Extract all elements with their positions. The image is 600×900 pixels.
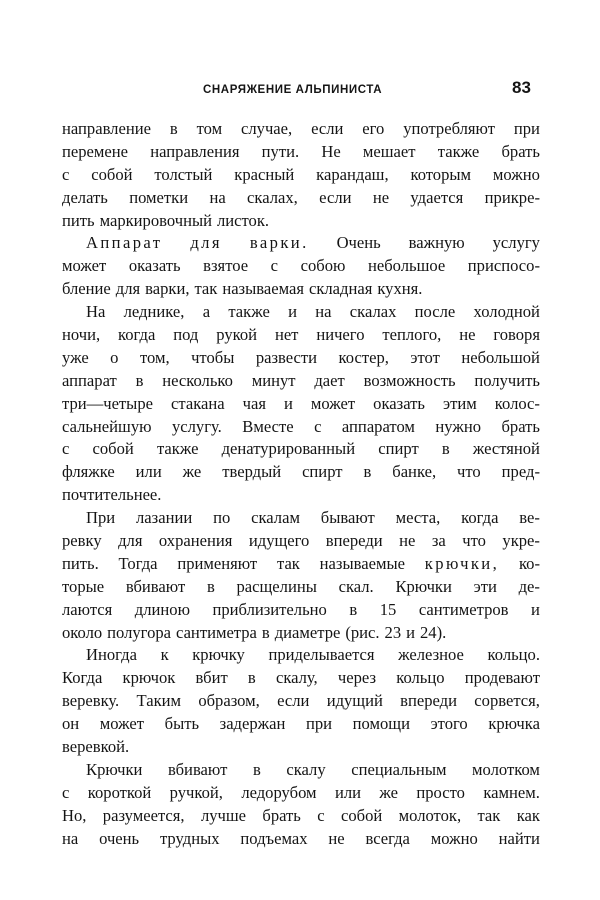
word: крючку xyxy=(192,645,245,665)
word: молоток, xyxy=(398,805,462,825)
word: собою xyxy=(300,256,346,276)
word: же xyxy=(182,462,202,482)
word: карандаш, xyxy=(316,164,389,184)
word: найти xyxy=(498,828,540,848)
word: фляжке xyxy=(62,462,115,482)
word: не xyxy=(372,187,390,207)
word: получить xyxy=(474,370,540,390)
word: так xyxy=(194,279,218,299)
word: варки, xyxy=(145,279,190,299)
word: ве- xyxy=(519,508,540,528)
word: может xyxy=(62,256,107,276)
text-line xyxy=(62,782,540,805)
word: подъемах xyxy=(240,828,308,848)
word: под xyxy=(173,325,199,345)
word: бление xyxy=(62,279,111,299)
word: чая xyxy=(242,393,266,413)
word: нужно xyxy=(435,416,481,436)
word: том, xyxy=(139,347,170,367)
word: де- xyxy=(518,576,540,596)
word: веревкой. xyxy=(62,737,130,757)
word: впереди xyxy=(400,691,457,711)
word: его xyxy=(362,119,385,138)
word: крючок xyxy=(122,668,176,688)
text-line xyxy=(62,164,540,187)
word: минут xyxy=(251,370,296,390)
word: специальным xyxy=(351,759,447,779)
text-line xyxy=(62,370,540,393)
word: за xyxy=(431,531,446,551)
emphasized-word: для xyxy=(190,233,222,253)
word: на xyxy=(209,187,226,207)
word: камнем. xyxy=(483,782,540,802)
text-line xyxy=(62,599,540,622)
word: вбивают xyxy=(168,759,228,779)
word: сантиметра xyxy=(176,622,257,642)
word: пить. xyxy=(62,553,99,573)
word: к xyxy=(160,645,169,665)
word: ревку xyxy=(62,531,102,551)
word: идущий xyxy=(326,691,383,711)
word: также xyxy=(437,141,480,161)
word: с xyxy=(270,256,279,276)
word: сорвется, xyxy=(474,691,540,711)
word: небольшое xyxy=(367,256,446,276)
word: или xyxy=(334,782,361,802)
word: этим xyxy=(442,393,477,413)
word: продевают xyxy=(464,668,540,688)
text-line xyxy=(62,232,540,255)
word: лаются xyxy=(62,599,113,619)
word: при xyxy=(305,714,333,734)
text-line xyxy=(62,736,540,759)
word: помощи xyxy=(352,714,410,734)
word: через xyxy=(337,668,377,688)
word: случае, xyxy=(241,119,293,138)
word: ледорубом xyxy=(241,782,317,802)
word: ночи, xyxy=(62,325,101,345)
text-line xyxy=(62,622,540,645)
text-line xyxy=(62,347,540,370)
word: костер, xyxy=(338,347,389,367)
word: если xyxy=(311,119,344,138)
word: дает xyxy=(314,370,345,390)
word: перемене xyxy=(62,141,129,161)
text-line xyxy=(62,690,540,713)
word: применяют xyxy=(177,553,258,573)
word: как xyxy=(516,805,540,825)
word: Не xyxy=(321,141,341,161)
word: и xyxy=(406,622,415,642)
word: с xyxy=(62,164,70,184)
word: что xyxy=(457,462,481,482)
word: (рис. xyxy=(345,622,380,642)
word: колос- xyxy=(494,393,540,413)
word: банке, xyxy=(392,462,437,482)
word: 15 xyxy=(379,599,397,619)
word: же xyxy=(379,782,398,802)
word: не xyxy=(328,828,345,848)
word: в xyxy=(441,439,450,459)
word: охранения xyxy=(158,531,233,551)
word: Когда xyxy=(62,668,103,688)
word: места, xyxy=(395,508,441,528)
word: очень xyxy=(99,828,140,848)
word: Иногда xyxy=(86,645,137,665)
word: в xyxy=(261,622,270,642)
word: Таким xyxy=(136,691,182,711)
word: На xyxy=(86,302,106,322)
word: кухня. xyxy=(377,279,423,299)
word: аппаратом xyxy=(341,416,415,436)
word: торые xyxy=(62,576,105,596)
word: с xyxy=(314,416,322,436)
word: задержан xyxy=(219,714,286,734)
word: можно xyxy=(430,828,478,848)
word: развести xyxy=(255,347,318,367)
text-line xyxy=(62,210,540,233)
word: также xyxy=(228,302,270,322)
word: в xyxy=(363,462,372,482)
word: о xyxy=(110,347,119,367)
word: теплого, xyxy=(382,325,442,345)
word: приблизительно xyxy=(212,599,327,619)
word: называемые xyxy=(319,553,405,573)
page-number: 83 xyxy=(512,78,531,97)
emphasized-word: варки. xyxy=(249,233,309,253)
word: оказать xyxy=(373,393,425,413)
word: услугу. xyxy=(171,416,222,436)
word: если xyxy=(277,691,310,711)
word: полугора xyxy=(107,622,172,642)
text-line xyxy=(62,553,540,576)
word: всегда xyxy=(365,828,410,848)
word: складная xyxy=(308,279,373,299)
word: ко- xyxy=(518,553,540,573)
text-line xyxy=(62,644,540,667)
text-line xyxy=(62,416,540,439)
word: чтобы xyxy=(191,347,235,367)
word: также xyxy=(156,439,199,459)
word: в xyxy=(135,370,144,390)
word: делать xyxy=(62,187,108,207)
word: на xyxy=(315,302,332,322)
word: удается xyxy=(410,187,464,207)
word: образом, xyxy=(198,691,260,711)
word: укре- xyxy=(502,531,540,551)
word: вбит xyxy=(195,668,228,688)
text-line xyxy=(62,461,540,484)
word: скалу xyxy=(286,759,326,779)
word: оказать xyxy=(128,256,181,276)
text-line xyxy=(62,484,540,507)
word: идущего xyxy=(248,531,310,551)
word: лазании xyxy=(136,508,193,528)
word: возможность xyxy=(363,370,456,390)
word: Крючки xyxy=(395,576,452,596)
word: приделывается xyxy=(268,645,375,665)
word: стакана xyxy=(171,393,225,413)
word: веревку. xyxy=(62,691,120,711)
word: денатурированный xyxy=(221,439,356,459)
body-text xyxy=(62,118,540,851)
word: которым xyxy=(410,164,472,184)
word: кольцо xyxy=(396,668,445,688)
word: этот xyxy=(410,347,440,367)
word: Крючки xyxy=(86,759,143,779)
word: и xyxy=(284,393,293,413)
word: можно xyxy=(492,164,540,184)
word: молотком xyxy=(472,759,540,779)
word: том xyxy=(196,119,223,138)
word: холодной xyxy=(473,302,540,322)
word: направления xyxy=(150,141,240,161)
word: если xyxy=(319,187,352,207)
word: мешает xyxy=(362,141,416,161)
word: вбивают xyxy=(125,576,186,596)
word: и xyxy=(288,302,297,322)
word: Но, xyxy=(62,805,87,825)
word: когда xyxy=(118,325,156,345)
word: взятое xyxy=(203,256,249,276)
word: может xyxy=(310,393,356,413)
emphasized-word: Аппарат xyxy=(86,233,163,253)
text-line xyxy=(62,530,540,553)
word: трудных xyxy=(159,828,220,848)
word: листок. xyxy=(216,210,270,230)
word: ручкой, xyxy=(169,782,223,802)
word: бывают xyxy=(320,508,375,528)
word: рукой xyxy=(216,325,258,345)
word: и xyxy=(531,599,540,619)
text-line xyxy=(62,713,540,736)
word: в xyxy=(206,576,215,596)
text-line xyxy=(62,324,540,347)
word: с xyxy=(317,805,325,825)
word: не xyxy=(399,531,416,551)
text-line xyxy=(62,118,540,141)
text-line xyxy=(62,667,540,690)
word: небольшой xyxy=(461,347,540,367)
text-line xyxy=(62,141,540,164)
word: диаметре xyxy=(274,622,341,642)
word: важную xyxy=(408,233,465,253)
word: маркировочный xyxy=(99,210,212,230)
word: красный xyxy=(234,164,295,184)
word: почтительнее. xyxy=(62,485,162,505)
word: приспосо- xyxy=(467,256,540,276)
text-line xyxy=(62,301,540,324)
word: несколько xyxy=(162,370,233,390)
word: пить xyxy=(62,210,95,230)
word: разумеется, xyxy=(102,805,185,825)
word: в xyxy=(169,119,178,138)
word: лучше xyxy=(200,805,247,825)
word: просто xyxy=(416,782,465,802)
word: при xyxy=(513,119,540,138)
word: крючка xyxy=(488,714,540,734)
word: сальнейшую xyxy=(62,416,152,436)
word: скал. xyxy=(338,576,374,596)
word: аппарат xyxy=(62,370,117,390)
word: впереди xyxy=(325,531,383,551)
emphasized-word: крючки, xyxy=(424,553,500,573)
word: по xyxy=(213,508,231,528)
text-line xyxy=(62,278,540,301)
word: для xyxy=(118,531,143,551)
text-line xyxy=(62,576,540,599)
text-line xyxy=(62,255,540,278)
word: При xyxy=(86,508,116,528)
word: около xyxy=(62,622,103,642)
word: скалам xyxy=(251,508,300,528)
word: собой xyxy=(340,805,383,825)
word: кольцо. xyxy=(487,645,540,665)
word: в xyxy=(252,759,261,779)
word: жестяной xyxy=(472,439,540,459)
word: называемая xyxy=(222,279,304,299)
word: пред- xyxy=(501,462,540,482)
word: Очень xyxy=(336,233,381,253)
word: этого xyxy=(430,714,468,734)
word: для xyxy=(115,279,141,299)
text-line xyxy=(62,805,540,828)
word: скалу, xyxy=(275,668,318,688)
word: пометки xyxy=(129,187,189,207)
text-line xyxy=(62,393,540,416)
word: нет xyxy=(274,325,299,345)
word: он xyxy=(62,714,80,734)
word: когда xyxy=(461,508,499,528)
word: может xyxy=(99,714,145,734)
word: толстый xyxy=(154,164,213,184)
text-line xyxy=(62,438,540,461)
word: или xyxy=(135,462,162,482)
word: леднике, xyxy=(123,302,185,322)
word: брать xyxy=(501,141,540,161)
word: расщелины xyxy=(236,576,317,596)
word: спирт xyxy=(378,439,419,459)
word: направление xyxy=(62,119,151,138)
word: так xyxy=(276,553,300,573)
word: эти xyxy=(473,576,497,596)
word: спирт xyxy=(302,462,343,482)
word: быть xyxy=(164,714,200,734)
word: длиною xyxy=(134,599,190,619)
word: в xyxy=(247,668,256,688)
word: твердый xyxy=(222,462,282,482)
word: сантиметров xyxy=(418,599,509,619)
word: пути. xyxy=(261,141,300,161)
text-line xyxy=(62,828,540,851)
word: говоря xyxy=(493,325,540,345)
word: скалах, xyxy=(247,187,298,207)
text-line xyxy=(62,759,540,782)
word: брать xyxy=(501,416,540,436)
word: услугу xyxy=(492,233,540,253)
word: прикре- xyxy=(484,187,540,207)
text-line xyxy=(62,187,540,210)
word: железное xyxy=(398,645,464,665)
word: что xyxy=(462,531,486,551)
word: 24). xyxy=(419,622,447,642)
word: 23 xyxy=(384,622,402,642)
word: на xyxy=(62,828,79,848)
word: так xyxy=(477,805,501,825)
word: с xyxy=(62,782,70,802)
running-title: СНАРЯЖЕНИЕ АЛЬПИНИСТА xyxy=(203,84,383,96)
word: короткой xyxy=(87,782,152,802)
word: уже xyxy=(62,347,89,367)
word: в xyxy=(349,599,358,619)
word: брать xyxy=(262,805,301,825)
word: Тогда xyxy=(118,553,158,573)
word: собой xyxy=(92,439,134,459)
word: употребляют xyxy=(403,119,495,138)
word: собой xyxy=(91,164,133,184)
word: три—четыре xyxy=(62,393,153,413)
word: ничего xyxy=(316,325,365,345)
word: Вместе xyxy=(242,416,294,436)
word: а xyxy=(202,302,211,322)
word: скалах xyxy=(349,302,397,322)
text-line xyxy=(62,507,540,530)
word: не xyxy=(459,325,476,345)
word: с xyxy=(62,439,70,459)
word: после xyxy=(414,302,456,322)
